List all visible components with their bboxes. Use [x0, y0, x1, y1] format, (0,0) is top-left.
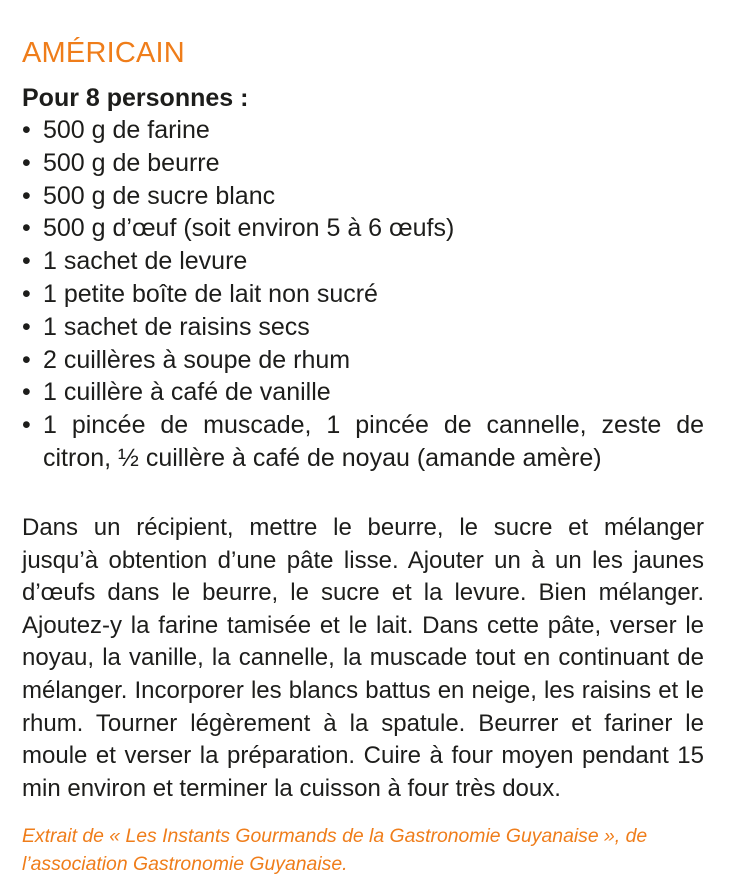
ingredient-item	[22, 409, 704, 475]
ingredient-text: 500 g de farine	[43, 116, 210, 144]
recipe-title: AMÉRICAIN	[22, 37, 185, 70]
ingredient-item	[22, 245, 704, 278]
ingredient-text: 1 sachet de levure	[43, 247, 248, 276]
ingredients-heading: Pour 8 personnes :	[22, 84, 249, 112]
ingredient-text: 1 sachet de raisins secs	[43, 312, 310, 341]
ingredient-text: 1 petite boîte de lait non sucré	[43, 279, 378, 308]
ingredient-item	[22, 147, 704, 180]
ingredient-text: 2 cuillères à soupe de rhum	[43, 345, 351, 374]
bullet-icon: •	[22, 148, 31, 177]
ingredient-text: 1 pincée de muscade, 1 pincée de cannelle, zeste de citron, ½ cuillère à café de noyau (amande amère)	[43, 411, 704, 472]
bullet-icon: •	[22, 181, 31, 210]
ingredient-text: 500 g d’œuf (soit environ 5 à 6 œufs)	[43, 214, 455, 243]
method-paragraph: Dans un récipient, mettre le beurre, le sucre et mélanger jusqu’à obtention d’une pâte lisse. Ajouter un à un les jaunes d’œufs dans le beurre, le sucre et la levure. Bien mélanger. Ajoutez-y la farine tamisée et le lait. Dans cette pâte, verser le noyau, la vanille, la cannelle, la muscade tout en continuant de mélanger. Incorporer les blancs battus en neige, les raisins et le rhum. Tourner légèrement à la spatule. Beurrer et fariner le moule et verser la préparation. Cuire à four moyen pendant 15 min environ et terminer la cuisson à four très doux.	[22, 514, 704, 802]
bullet-icon: •	[22, 411, 31, 440]
bullet-icon: •	[22, 378, 31, 407]
ingredient-item	[22, 180, 704, 213]
ingredients-list	[22, 114, 704, 475]
ingredient-text: 500 g de beurre	[43, 148, 220, 177]
bullet-icon: •	[22, 279, 31, 308]
bullet-icon: •	[22, 116, 31, 144]
ingredient-item	[22, 278, 704, 311]
ingredient-item	[22, 114, 704, 147]
ingredient-item	[22, 311, 704, 344]
ingredient-item	[22, 376, 704, 409]
ingredient-text: 500 g de sucre blanc	[43, 181, 276, 210]
bullet-icon: •	[22, 312, 31, 341]
ingredient-item	[22, 344, 704, 377]
source-credit: Extrait de « Les Instants Gourmands de la Gastronomie Guyanaise », de l’association Gastronomie Guyanaise.	[22, 825, 648, 875]
ingredient-item	[22, 212, 704, 245]
bullet-icon: •	[22, 247, 31, 276]
bullet-icon: •	[22, 345, 31, 374]
ingredient-text: 1 cuillère à café de vanille	[43, 378, 331, 407]
bullet-icon: •	[22, 214, 31, 243]
